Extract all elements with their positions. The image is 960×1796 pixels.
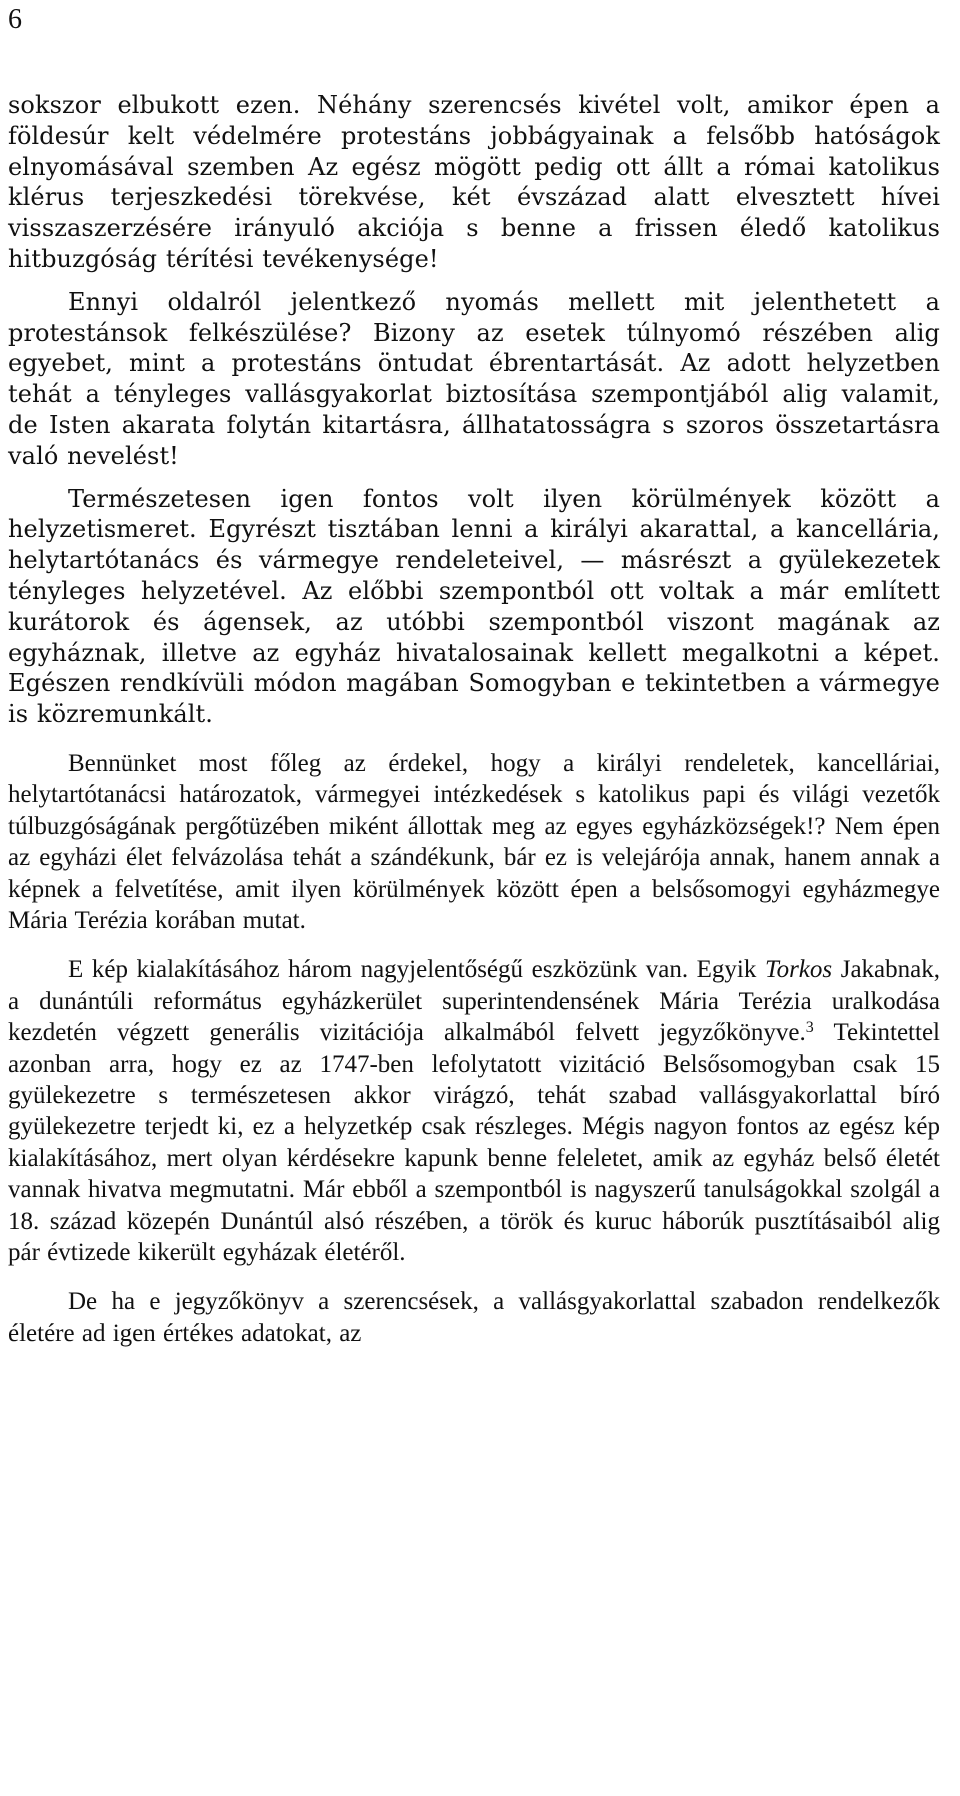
paragraph-2: Ennyi oldalról jelentkező nyomás mellett mit jelenthetett a protestánsok felkészülése? Bizony az esetek túlnyomó részében alig egyebet, mint a protestáns öntudat ébrentartását. Az adott helyzetben tehát a tényleges vallásgyakorlat biztosítása szempontjából alig valamit, de Isten akarata folytán kitartásra, állhatatosságra s szoros összetartásra való nevelést! xyxy=(8,287,940,470)
paragraph-4: Bennünket most főleg az érdekel, hogy a királyi rendeletek, kancelláriai, helytartótanácsi határozatok, vármegyei intézkedések s katolikus papi és világi vezetők túlbuzgóságának pergőtüzében miként állottak meg az egyes egyházközségek!? Nem épen az egyházi élet felvázolása tehát a szándékunk, bár ez is velejárója annak, hanem annak a képnek a felvetítése, amit ilyen körülmények között épen a belsősomogyi egyházmegye Mária Terézia korában mutat. xyxy=(8,749,940,934)
author-name-italic: Torkos xyxy=(764,956,833,984)
footnote-reference[interactable]: 3 xyxy=(805,1019,814,1037)
paragraph-5-text-start: E kép kialakításához három nagyjelentőségű eszközünk van. Egyik xyxy=(68,956,765,984)
document-body xyxy=(8,90,940,1349)
paragraph-6: De ha e jegyzőkönyv a szerencsések, a vallásgyakorlattal szabadon rendelkezők életére ad igen értékes adatokat, az xyxy=(8,1288,940,1347)
paragraph-1: sokszor elbukott ezen. Néhány szerencsés kivétel volt, amikor épen a földesúr kelt védelmére protestáns jobbágyainak a felsőbb hatóságok elnyomásával szemben Az egész mögött pedig ott állt a római katolikus klérus terjeszkedési törekvése, két évszázad alatt elvesztett hívei visszaszerzésére irányuló akciója s benne a frissen éledő katolikus hitbuzgóság térítési tevékenysége! xyxy=(8,91,940,273)
paragraph-3 xyxy=(8,484,940,730)
paragraph-3-text: Természetesen igen fontos volt ilyen körülmények között a helyzetismeret. Egyrészt tisztában lenni a királyi akarattal, a kancellária, helytartótanács és vármegye rendeleteivel, — másrészt a gyülekezetek tényleges helyzetével. Az előbbi szempontból ott voltak a már említett kurátorok és ágensek, az utóbbi szempontból viszont magának az egyháznak, illetve az egyház hivatalosainak kellett megalkotni a képet. Egészen rendkívüli módon magában Somogyban e tekintetben a vármegye is közremunkált. xyxy=(8,484,940,729)
paragraph-5-text-end: Tekintettel azonban arra, hogy ez az 1747-ben lefolytatott vizitáció Belsősomogyban csak 15 gyülekezetre s természetesen akkor virágzó, tehát szabad vallásgyakorlattal bíró gyülekezetre terjedt ki, ez a helyzetkép csak részleges. Mégis nagyon fontos az egész kép kialakításához, mert olyan kérdésekre kapunk benne feleletet, amik az egyház belső életét vannak hivatva megmutatni. Már ebből a szempontból is nagyszerű tanulságokkal szolgál a 18. század közepén Dunántúl alsó részében, a török és kuruc háborúk pusztításaiból alig pár évtizede kikerült egyházak életéről. xyxy=(8,1019,940,1267)
page-number: 6 xyxy=(8,4,22,35)
paragraph-5 xyxy=(8,954,940,1268)
paragraph-5-text-middle: Jakabnak, a dunántúli református egyházkerület superintendensének Mária Terézia uralkodása kezdetén végzett generális vizitációja alkalmából felvett jegyzőkönyve. xyxy=(8,956,940,1047)
